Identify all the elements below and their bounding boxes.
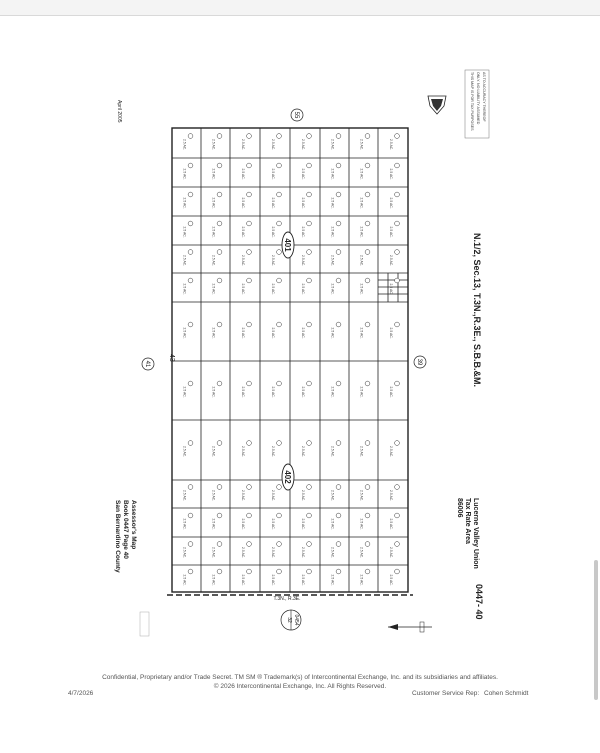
parcel-grid xyxy=(167,128,413,595)
parcel-acreage: 2.5 AC. xyxy=(211,446,216,458)
parcel-acreage: 2.5 AC. xyxy=(330,574,335,586)
parcel-acreage: 2.5 AC. xyxy=(359,168,364,180)
north-arrow-icon xyxy=(388,622,432,632)
parcel-acreage: 2.5 AC. xyxy=(211,283,216,295)
block-401-text: 401 xyxy=(283,238,292,252)
parcel-acreage: 2.5 AC. xyxy=(330,197,335,209)
parcel-acreage: 2.5 AC. xyxy=(389,386,393,398)
parcel-acreage: 2.5 AC. xyxy=(271,139,275,151)
parcel-acreage: 2.5 AC. xyxy=(271,518,275,530)
seal-note-line-1: THIS MAP IS FOR TAX PURPOSES xyxy=(470,72,474,131)
parcel-acreage: 2.5 AC. xyxy=(389,547,393,559)
parcel-number-circle xyxy=(277,322,282,327)
parcel-number-circle xyxy=(365,163,370,168)
parcel-acreage: 2.5 AC. xyxy=(271,386,275,398)
parcel-acreage: 2.5 AC. xyxy=(271,168,275,180)
parcel-acreage: 2.5 AC. xyxy=(241,446,245,458)
parcel-acreage: 2.5 AC. xyxy=(182,518,187,530)
parcel-number-circle xyxy=(217,134,222,139)
parcel-acreage: 2.5 AC. xyxy=(301,197,305,209)
parcel-acreage: 2.5 AC. xyxy=(301,518,305,530)
parcel-number-circle xyxy=(247,134,252,139)
parcel-number-circle xyxy=(188,192,193,197)
parcel-number-circle xyxy=(336,163,341,168)
parcel-acreage: 2.5 AC. xyxy=(330,446,335,458)
parcel-number-circle xyxy=(307,250,312,255)
left-circle-label xyxy=(142,358,154,370)
parcel-number-circle xyxy=(277,221,282,226)
parcel-number-circle xyxy=(307,381,312,386)
parcel-number-circle xyxy=(365,322,370,327)
parcel-acreage: 2.5 AC. xyxy=(359,490,364,502)
footer-date: 4/7/2026 xyxy=(68,690,94,697)
parcel-acreage: 2.5 AC. xyxy=(241,518,245,530)
parcel-acreage: 2.5 AC. xyxy=(301,139,305,151)
parcel-number-circle xyxy=(277,381,282,386)
section-title: N.1/2, Sec.13, T.3N.,R.3E., S.B.B.&M. xyxy=(472,233,482,388)
parcel-acreage: 2.5 AC. xyxy=(211,255,216,267)
map-number: 0447- 40 xyxy=(474,584,484,620)
parcel-number-circle xyxy=(336,441,341,446)
seal-note xyxy=(465,70,489,138)
top-circle-label xyxy=(291,109,303,121)
parcel-acreage: 2.5 AC. xyxy=(389,255,393,267)
parcel-acreage: 2.5 AC. xyxy=(211,490,216,502)
parcel-acreage: 2.5 AC. xyxy=(330,168,335,180)
parcel-acreage: 2.5 AC. xyxy=(211,197,216,209)
parcel-acreage: 2.5 AC. xyxy=(301,327,305,339)
parcel-number-circle xyxy=(247,192,252,197)
parcel-acreage: 2.5 AC. xyxy=(359,547,364,559)
parcel-number-circle xyxy=(395,221,400,226)
footer-rep-label: Customer Service Rep: xyxy=(412,690,480,697)
parcel-acreage: 2.5 AC. xyxy=(271,197,275,209)
parcel-acreage: 2.5 AC. xyxy=(301,226,305,238)
parcel-number-circle xyxy=(395,513,400,518)
parcel-acreage: 2.5 AC. xyxy=(359,446,364,458)
parcel-acreage: 2.5 AC. xyxy=(271,490,275,502)
parcel-acreage: 2.5 AC. xyxy=(359,574,364,586)
parcel-acreage: 2.5 AC. xyxy=(330,547,335,559)
assessor-line-1: Assessor's Map xyxy=(130,500,137,550)
parcel-acreage: 2.5 AC. xyxy=(389,327,393,339)
parcel-number-circle xyxy=(277,163,282,168)
parcel-acreage: 2.5 AC. xyxy=(301,574,305,586)
parcel-number-circle xyxy=(217,322,222,327)
parcel-acreage: 2.5 AC. xyxy=(359,518,364,530)
block-402 xyxy=(282,464,294,490)
parcel-number-circle xyxy=(277,134,282,139)
block-402-text: 402 xyxy=(283,470,292,484)
parcel-acreage: 2.5 AC. xyxy=(182,139,187,151)
parcel-acreage: 2.5 AC. xyxy=(359,226,364,238)
parcel-labels xyxy=(183,134,400,586)
parcel-number-circle xyxy=(277,250,282,255)
parcel-number-circle xyxy=(336,322,341,327)
parcel-number-circle xyxy=(277,192,282,197)
parcel-acreage: 2.5 AC. xyxy=(330,283,335,295)
parcel-acreage: 2.5 AC. xyxy=(211,168,216,180)
parcel-number-circle xyxy=(217,221,222,226)
parcel-acreage: 2.5 AC. xyxy=(330,226,335,238)
parcel-acreage: 2.5 AC. xyxy=(182,386,187,398)
parcel-number-circle xyxy=(336,542,341,547)
parcel-number-circle xyxy=(188,381,193,386)
parcel-number-circle xyxy=(247,513,252,518)
parcel-acreage: 2.5 AC. xyxy=(211,386,216,398)
parcel-acreage: 2.5 AC. xyxy=(359,386,364,398)
parcel-acreage: 2.5 AC. xyxy=(301,446,305,458)
parcel-number-circle xyxy=(217,381,222,386)
parcel-acreage: 2.5 AC. xyxy=(241,490,245,502)
parcel-number-circle xyxy=(188,441,193,446)
parcel-acreage: 2.5 AC. xyxy=(330,327,335,339)
parcel-acreage: 2.5 AC. xyxy=(330,139,335,151)
parcel-number-circle xyxy=(217,569,222,574)
seal-note-line-2: ONLY. NO LIABILITY ASSUMED xyxy=(476,72,480,125)
parcel-number-circle xyxy=(365,221,370,226)
parcel-acreage: 2.5 AC. xyxy=(182,547,187,559)
parcel-number-circle xyxy=(365,441,370,446)
parcel-acreage: 2.5 AC. xyxy=(330,386,335,398)
left-circle-text: 41 xyxy=(144,360,150,368)
parcel-acreage: 2.5 AC. xyxy=(241,226,245,238)
parcel-number-circle xyxy=(277,569,282,574)
parcel-number-circle xyxy=(395,441,400,446)
parcel-acreage: 2.5 AC. xyxy=(182,446,187,458)
parcel-acreage: 2.5 AC. xyxy=(271,547,275,559)
parcel-number-circle xyxy=(217,485,222,490)
parcel-number-circle xyxy=(395,192,400,197)
right-circle-label xyxy=(414,356,426,368)
area-sub: Tax Rate Area xyxy=(464,498,471,544)
parcel-acreage: 2.5 AC. xyxy=(359,197,364,209)
parcel-number-circle xyxy=(247,381,252,386)
parcel-acreage: 2.5 AC. xyxy=(182,168,187,180)
parcel-acreage: 2.5 AC. xyxy=(211,226,216,238)
parcel-number-circle xyxy=(217,192,222,197)
top-circle-text: 55 xyxy=(293,111,299,119)
assessor-line-3: San Bernardino County xyxy=(114,500,121,573)
parcel-acreage: 2.5 AC. xyxy=(301,168,305,180)
footer-confidential: Confidential, Proprietary and/or Trade Secret. TM SM ® Trademark(s) of Intercontinental Exchange, Inc. and its subsidiaries and affiliates. xyxy=(102,674,498,681)
seal-note-line-3: AS TO ACCURACY THEREOF xyxy=(482,72,486,122)
parcel-number-circle xyxy=(365,381,370,386)
parcel-number-circle xyxy=(188,569,193,574)
parcel-acreage: 2.5 AC. xyxy=(271,327,275,339)
parcel-number-circle xyxy=(277,278,282,283)
parcel-acreage: 2.5 AC. xyxy=(330,518,335,530)
parcel-number-circle xyxy=(365,485,370,490)
parcel-number-circle xyxy=(217,513,222,518)
parcel-acreage: 2.5 AC. xyxy=(271,255,275,267)
parcel-number-circle xyxy=(336,221,341,226)
parcel-number-circle xyxy=(307,485,312,490)
parcel-acreage: 2.5 AC. xyxy=(271,283,275,295)
parcel-number-circle xyxy=(307,134,312,139)
parcel-number-circle xyxy=(395,134,400,139)
parcel-acreage: 2.5 AC. xyxy=(182,327,187,339)
parcel-number-circle xyxy=(277,485,282,490)
parcel-number-circle xyxy=(277,542,282,547)
parcel-acreage: 2.5 AC. xyxy=(211,547,216,559)
parcel-number-circle xyxy=(277,513,282,518)
parcel-number-circle xyxy=(395,569,400,574)
parcel-acreage: 2.5 AC. xyxy=(182,197,187,209)
parcel-number-circle xyxy=(188,134,193,139)
parcel-acreage: 2.5 AC. xyxy=(241,327,245,339)
parcel-number-circle xyxy=(365,192,370,197)
parcel-acreage: 2.5 AC. xyxy=(389,168,393,180)
county-seal xyxy=(428,96,446,114)
parcel-number-circle xyxy=(336,381,341,386)
parcel-acreage: 2.5 AC. xyxy=(241,574,245,586)
parcel-acreage: 2.5 AC. xyxy=(241,197,245,209)
parcel-number-circle xyxy=(217,542,222,547)
parcel-acreage: 2.5 AC. xyxy=(359,327,364,339)
parcel-acreage: 2.5 AC. xyxy=(359,255,364,267)
township-label: T.3N., R.3E. xyxy=(273,596,301,602)
parcel-number-circle xyxy=(395,485,400,490)
parcel-acreage: 2.5 AC. xyxy=(182,283,187,295)
parcel-number-circle xyxy=(247,569,252,574)
parcel-number-circle xyxy=(188,513,193,518)
block-401 xyxy=(282,232,294,258)
parcel-acreage: 2.5 AC. xyxy=(211,139,216,151)
stamp-box xyxy=(140,612,149,636)
parcel-number-circle xyxy=(307,322,312,327)
parcel-acreage: 2.5 AC. xyxy=(301,255,305,267)
parcel-acreage: 2.5 AC. xyxy=(241,283,245,295)
side-tick-label: 43 xyxy=(168,354,175,362)
parcel-number-circle xyxy=(336,485,341,490)
footer-rep-name: Cohen Schmidt xyxy=(484,690,529,697)
parcel-number-circle xyxy=(365,278,370,283)
parcel-acreage: 2.5 AC. xyxy=(330,255,335,267)
parcel-number-circle xyxy=(336,250,341,255)
parcel-number-circle xyxy=(395,381,400,386)
parcel-number-circle xyxy=(217,163,222,168)
parcel-number-circle xyxy=(217,441,222,446)
map-date: April 2005 xyxy=(116,100,122,123)
parcel-acreage: 2.5 AC. xyxy=(389,283,393,295)
parcel-number-circle xyxy=(395,278,400,283)
parcel-acreage: 2.5 AC. xyxy=(211,574,216,586)
parcel-acreage: 2.5 AC. xyxy=(301,490,305,502)
parcel-number-circle xyxy=(307,192,312,197)
parcel-number-circle xyxy=(365,542,370,547)
parcel-number-circle xyxy=(188,485,193,490)
parcel-acreage: 2.5 AC. xyxy=(389,139,393,151)
parcel-acreage: 2.5 AC. xyxy=(271,446,275,458)
parcel-acreage: 2.5 AC. xyxy=(211,518,216,530)
parcel-acreage: 2.5 AC. xyxy=(359,283,364,295)
parcel-number-circle xyxy=(395,250,400,255)
parcel-acreage: 2.5 AC. xyxy=(389,226,393,238)
parcel-number-circle xyxy=(188,250,193,255)
parcel-number-circle xyxy=(247,542,252,547)
parcel-number-circle xyxy=(307,513,312,518)
parcel-number-circle xyxy=(277,441,282,446)
parcel-number-circle xyxy=(188,221,193,226)
parcel-number-circle xyxy=(336,134,341,139)
parcel-number-circle xyxy=(365,134,370,139)
parcel-acreage: 2.5 AC. xyxy=(301,283,305,295)
parcel-acreage: 2.5 AC. xyxy=(271,574,275,586)
parcel-number-circle xyxy=(247,221,252,226)
bottom-ref-line-1: 0454 xyxy=(293,614,299,626)
parcel-number-circle xyxy=(188,322,193,327)
parcel-number-circle xyxy=(395,542,400,547)
bottom-reference xyxy=(281,610,301,630)
area-name: Lucerne Valley Union xyxy=(472,498,479,569)
parcel-number-circle xyxy=(188,163,193,168)
parcel-number-circle xyxy=(307,221,312,226)
parcel-acreage: 2.5 AC. xyxy=(301,547,305,559)
parcel-acreage: 2.5 AC. xyxy=(241,386,245,398)
parcel-acreage: 2.5 AC. xyxy=(241,168,245,180)
parcel-number-circle xyxy=(365,569,370,574)
parcel-number-circle xyxy=(307,441,312,446)
parcel-number-circle xyxy=(365,250,370,255)
parcel-acreage: 2.5 AC. xyxy=(389,446,393,458)
parcel-number-circle xyxy=(336,192,341,197)
parcel-acreage: 2.5 AC. xyxy=(182,574,187,586)
parcel-number-circle xyxy=(307,542,312,547)
parcel-acreage: 2.5 AC. xyxy=(389,490,393,502)
parcel-number-circle xyxy=(188,542,193,547)
parcel-number-circle xyxy=(395,322,400,327)
parcel-number-circle xyxy=(247,485,252,490)
parcel-number-circle xyxy=(247,278,252,283)
parcel-acreage: 2.5 AC. xyxy=(389,197,393,209)
parcel-acreage: 2.5 AC. xyxy=(241,547,245,559)
parcel-acreage: 2.5 AC. xyxy=(330,490,335,502)
footer-copyright: © 2026 Intercontinental Exchange, Inc. All Rights Reserved. xyxy=(213,683,387,690)
parcel-acreage: 2.5 AC. xyxy=(182,226,187,238)
area-code: 86006 xyxy=(456,498,463,518)
parcel-number-circle xyxy=(307,278,312,283)
parcel-number-circle xyxy=(395,163,400,168)
parcel-number-circle xyxy=(247,250,252,255)
parcel-acreage: 2.5 AC. xyxy=(359,139,364,151)
parcel-number-circle xyxy=(307,569,312,574)
parcel-acreage: 2.5 AC. xyxy=(182,255,187,267)
parcel-acreage: 2.5 AC. xyxy=(241,139,245,151)
parcel-acreage: 2.5 AC. xyxy=(271,226,275,238)
assessor-line-2: Book 0447 Page 40 xyxy=(122,500,129,559)
parcel-number-circle xyxy=(217,278,222,283)
scrollbar[interactable] xyxy=(594,560,598,700)
parcel-number-circle xyxy=(336,513,341,518)
parcel-number-circle xyxy=(188,278,193,283)
parcel-acreage: 2.5 AC. xyxy=(211,327,216,339)
parcel-number-circle xyxy=(365,513,370,518)
parcel-number-circle xyxy=(247,163,252,168)
parcel-number-circle xyxy=(307,163,312,168)
parcel-acreage: 2.5 AC. xyxy=(389,574,393,586)
parcel-acreage: 2.5 AC. xyxy=(389,518,393,530)
parcel-number-circle xyxy=(247,441,252,446)
parcel-number-circle xyxy=(247,322,252,327)
bottom-ref-line-2: 32 xyxy=(286,617,292,623)
parcel-number-circle xyxy=(217,250,222,255)
parcel-acreage: 2.5 AC. xyxy=(182,490,187,502)
parcel-number-circle xyxy=(336,569,341,574)
parcel-number-circle xyxy=(336,278,341,283)
parcel-acreage: 2.5 AC. xyxy=(301,386,305,398)
parcel-acreage: 2.5 AC. xyxy=(241,255,245,267)
right-circle-text: 39 xyxy=(416,358,422,366)
